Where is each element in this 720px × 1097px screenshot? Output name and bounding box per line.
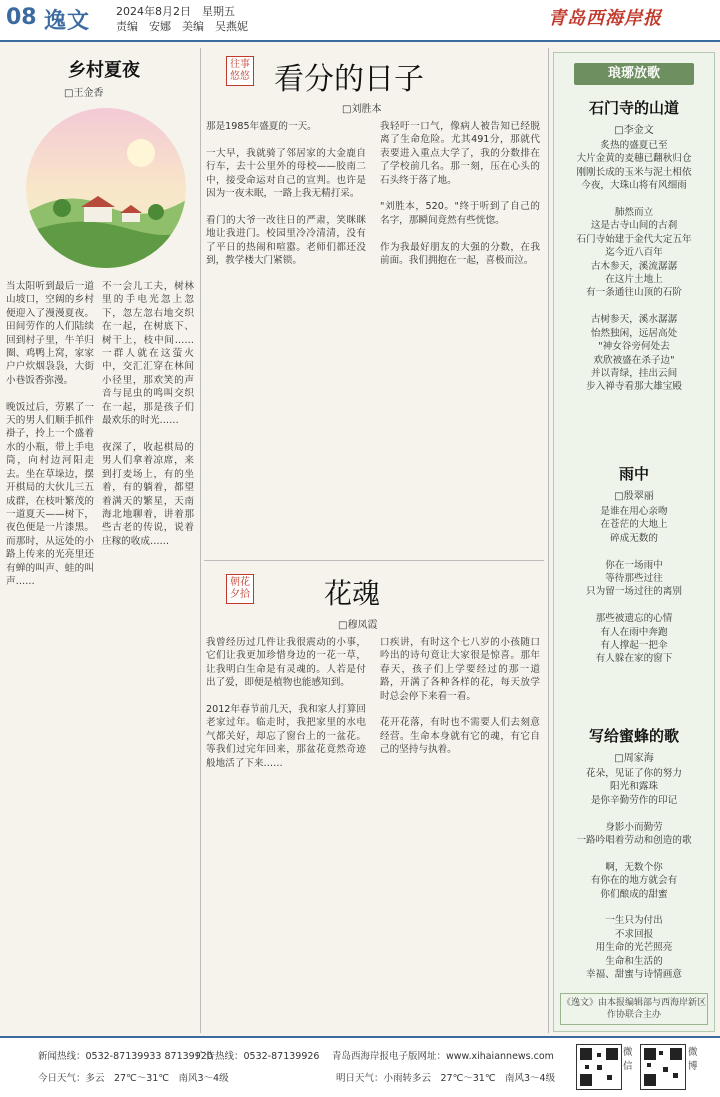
masthead-logo: 青岛西海岸报 [548, 8, 662, 29]
ad-hotline: 广告热线：0532-87139926 [196, 1051, 320, 1062]
page-footer [0, 1036, 720, 1097]
weibo-qr-icon[interactable] [640, 1044, 686, 1090]
article-body-col1: 我曾经历过几件让我很震动的小事，它们让我更加珍惜身边的一花一草，让我明白生命是有灵魂的。人若是付出了爱，即便是植物也能感知到。 2012年春节前几天，我和家人打算回老家过年。临走时，我把家里的水电气都关好，却忘了窗台上的一盆花。等我们过完年回来，那盆花竟然奇迹般地活了下来…… [206, 637, 366, 769]
article-village-summer-night [6, 48, 196, 1033]
section-divider [204, 560, 544, 561]
news-hotline: 新闻热线：0532-87139933 87139920 [38, 1051, 213, 1062]
village-landscape-icon [26, 108, 186, 268]
poem-title: 写给蜜蜂的歌 [588, 727, 679, 745]
article-flower-soul [204, 566, 544, 1036]
article-title: 乡村夏夜 [68, 60, 140, 81]
column-divider [200, 48, 201, 1033]
article-waiting-for-scores [204, 48, 544, 558]
weather-today: 今日天气：多云 27℃～31℃ 南风3～4级 [38, 1073, 229, 1084]
page-header [0, 0, 720, 42]
date-line: 2024年8月2日 星期五 [116, 5, 235, 18]
column-divider [548, 48, 549, 1033]
article-body-col2: 口疾讲，有时这个七八岁的小孩随口吟出的诗句竟让大家很是惊喜。那年春天，孩子们上学要经过的那一道路，开满了各种各样的花，每天放学时总会停下来看一看。 花开花落，有时也不需要人们去刻意经营。生命本身就有它的魂，有它自己的坚持与执着。 [380, 637, 540, 756]
site-address: 青岛西海岸报电子版网址：www.xihaiannews.com [332, 1051, 554, 1062]
article-author: □刘胜本 [342, 104, 382, 115]
column-tag: 朝花夕拾 [226, 574, 254, 604]
sidebar-footer-note: 《逸文》由本报编辑部与西海岸新区作协联合主办 [560, 993, 708, 1025]
poetry-sidebar [553, 52, 715, 1032]
poem-author: □李金文 [614, 125, 654, 136]
poem-title: 雨中 [618, 465, 649, 483]
section-title: 逸文 [44, 9, 91, 34]
wechat-label: 微信 [623, 1047, 633, 1072]
poem-author: □殷翠丽 [614, 491, 654, 502]
article-author: □王金香 [64, 88, 104, 99]
column-tag: 往事悠悠 [226, 56, 254, 86]
article-body-col1: 那是1985年盛夏的一天。 一大早，我就骑了邻居家的大金鹿自行车，去十公里外的母校——胶南二中，接受命运对自己的宣判。也许是因为一夜未眠，一路上我无精打采。 看门的大爷一改往日的严肃，笑眯眯地让我进门。校园里冷冷清清，没有了平日的热闹和喧嚣。老师们都还没到，教学楼大门紧锁。 [206, 121, 366, 267]
article-title: 花魂 [324, 577, 381, 610]
editors-line: 责编 安娜 美编 吴燕妮 [116, 20, 248, 33]
header-info [116, 4, 248, 34]
illustration-circle [26, 108, 186, 268]
poem-body: 炙热的盛夏已至 大片金黄的麦穗已翻秋归仓 刚刚长成的玉米与泥土相依 今夜，大珠山将有风细雨 肺然而立 这是古寺山间的古刹 石门寺始建于金代大定五年 迄今近八百年 古木参天，溪流潺潺 在这片土地上 有一条通往山顶的石阶 古树参天，溪水潺潺 怡然独闲，远居高处 "神女谷旁何处去 欢欣被盛在杀子边" 并以青绿，挂出云间 步入禅寺看那大雄宝殿 [576, 140, 692, 393]
article-author: □穆凤霞 [338, 620, 378, 631]
page-number: 08 [6, 5, 37, 30]
poem-body: 花朵，见证了你的努力 阳光和露珠 是你辛勤劳作的印记 身影小而勤劳 一路吟唱着劳动和创造的歌 啊，无数个你 有你在的地方就会有 你们酿成的甜蜜 一生只为付出 不求回报 用生命的光芒照亮 生命和生活的 幸福、甜蜜与诗情画意 [576, 768, 692, 981]
article-title: 看分的日子 [274, 62, 424, 97]
weather-tomorrow: 明日天气：小雨转多云 27℃～31℃ 南风3～4级 [336, 1073, 556, 1084]
article-body-col1: 当太阳听到最后一道山坡口，空阔的乡村便迎入了漫漫夏夜。田间劳作的人们陆续回到村子里，牛羊归圈、鸡鸭上窝，家家户户炊烟袅袅，大街小巷饭香弥漫。 晚饭过后，劳累了一天的男人们顺手抓件褂子，拎上一个盛着水的小瓶，带上手电筒，向村边河阳走去。坐在草垛边，摆开棋局的大伙儿三五成群，在枝叶繁茂的一道夏天——树下，夜色便是一片漆黑。而那时，从远处的小路上传来的光亮里还有蝉的叫声、蛙的叫声…… [6, 281, 94, 587]
poem-body: 是谁在用心亲吻 在苍茫的大地上 碎成无数的 你在一场雨中 等待那些过往 只为留一场过往的离别 那些被遗忘的心情 有人在雨中奔跑 有人撑起一把伞 有人躲在家的窗下 [586, 506, 682, 665]
article-body-col2: 我轻吁一口气，像病人被告知已经脱离了生命危险。尤其491分，那就代表要进入重点大学了，我的分数排在了学校前几名。那一刻，压在心头的石头终于落了地。 "刘胜本，520。"终于听到了自己的名字，那瞬间竟然有些恍惚。 作为我最好朋友的大强的分数，在我前面。我们拥抱在一起，喜极而泣。 [380, 121, 540, 267]
article-body-col2: 不一会儿工夫，树林里的手电光忽上忽下，忽左忽右地交织在一起，在树底下、树干上，枝中间……一群人就在这萤火中，交汇汇穿在林间小径里，那欢笑的声音与昆虫的鸣叫交织在一起，那是孩子们最欢乐的时光…… 夜深了，收起棋局的男人们拿着凉席，来到打麦场上，有的坐着，有的躺着，都望着满天的繁星，天南海北地聊着，讲着那些古老的传说，说着庄稼的收成…… [102, 281, 194, 547]
sidebar-column-name: 琅琊放歌 [574, 63, 694, 85]
poem-author: □周家海 [614, 753, 654, 764]
poem-title: 石门寺的山道 [588, 99, 679, 117]
weibo-label: 微博 [688, 1047, 698, 1072]
wechat-qr-icon[interactable] [576, 1044, 622, 1090]
